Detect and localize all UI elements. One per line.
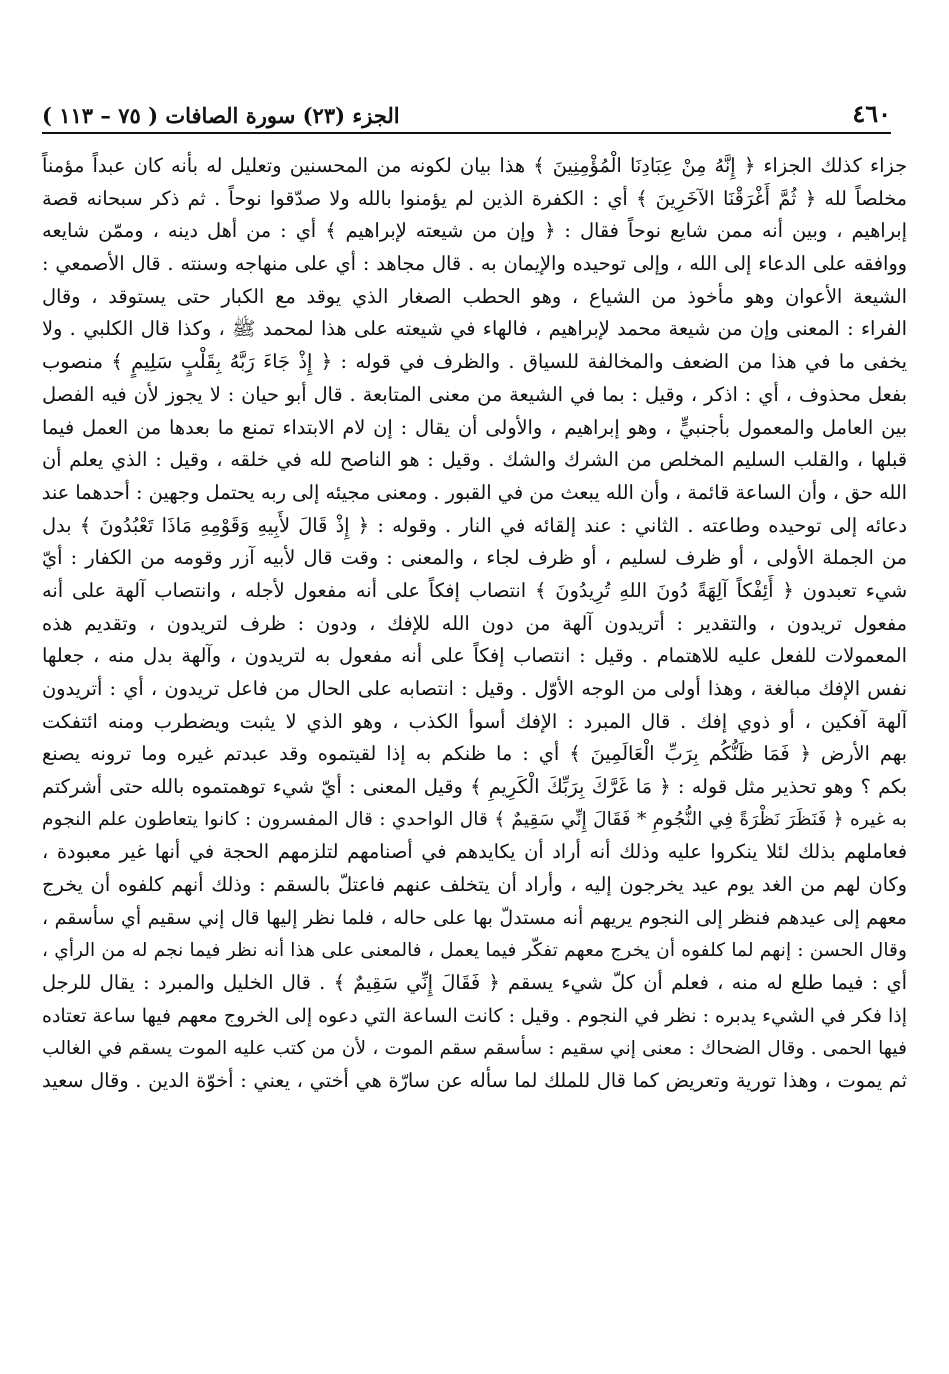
text-line: بكم ؟ وهو تحذير مثل قوله : ﴿ مَا غَرَّكَ بِرَبِّكَ الْكَرِيمِ ﴾ وقيل المعنى : أيّ شيء توهمتموه بالله حتى أشركتم xyxy=(42,775,907,799)
text-line: دعائه إلى توحيده وطاعته . الثاني : عند إلقائه في النار . وقوله : ﴿ إِذْ قَالَ لأَبِيهِ وَقَوْمِهِ مَاذَا تَعْبُدُونَ ﴾ بدل xyxy=(42,513,907,537)
text-line: وقال الحسن : إنهم لما كلفوه أن يخرج معهم تفكّر فيما يعمل ، فالمعنى على هذا أنه نظر فيما نجم له من الرأي ، xyxy=(42,939,907,961)
text-line: مخلصاً لله ﴿ ثُمَّ أَغْرَقْنَا الآخَرِينَ ﴾ أي : الكفرة الذين لم يؤمنوا بالله ولا صدّقوا نوحاً . ثم ذكر سبحانه قصة xyxy=(42,186,907,210)
text-line: إذا فكر في الشيء يدبره : نظر في النجوم . وقيل : كانت الساعة التي دعوه إلى الخروج معهم فيها ساعة تعتاده xyxy=(42,1004,907,1027)
text-line: الفراء : المعنى وإن من شيعة محمد لإبراهيم ، فالهاء في شيعته على هذا لمحمد ﷺ ، وكذا قال الكلبي . ولا xyxy=(42,317,907,341)
text-line: الله حق ، وأن الساعة قائمة ، وأن الله يبعث من في القبور . ومعنى مجيئه إلى ربه يحتمل وجهين : أحدهما عند xyxy=(42,480,907,504)
text-line: مفعول تريدون ، والتقدير : أتريدون آلهة من دون الله للإفك ، ودون : ظرف لتريدون ، وتقديم هذه xyxy=(42,611,907,635)
text-line: وكان لهم من الغد يوم عيد يخرجون إليه ، وأراد أن يتخلف عنهم فاعتلّ بالسقم : وذلك أنهم كلفوه أن يخرج xyxy=(42,873,907,897)
text-line: ثم يموت ، وهذا تورية وتعريض كما قال للملك لما سأله عن سارّة هي أختي ، يعني : أخوّة الدين . وقال سعيد xyxy=(42,1069,907,1093)
running-head: الجزء (٢٣) سورة الصافات ( ٧٥ – ١١٣ ) xyxy=(42,103,400,128)
body-text xyxy=(42,150,907,1264)
text-line: شيء تعبدون ﴿ أَئِفْكاً آلِهَةً دُونَ اللهِ تُرِيدُونَ ﴾ انتصاب إفكاً على أنه مفعول لأجله ، وانتصاب آلهة على أنه xyxy=(42,578,907,602)
text-line: معهم إلى عيدهم فنظر إلى النجوم يريهم أنه مستدلّ بها على حاله ، فلما نظر إليها قال إني سقيم أي سأسقم ، xyxy=(42,906,907,929)
text-line: قبلها ، والقلب السليم المخلص من الشرك والشك . وقيل : هو الناصح لله في خلقه ، وقيل : الذي يعلم أن xyxy=(42,448,907,472)
text-line: جزاء كذلك الجزاء ﴿ إِنَّهُ مِنْ عِبَادِنَا الْمُؤْمِنِينَ ﴾ هذا بيان لكونه من المحسنين وتعليل له بأنه كان عبداً مؤمناً xyxy=(42,154,907,177)
text-line: بفعل محذوف ، أي : اذكر ، وقيل : بما في الشيعة من معنى المتابعة . قال أبو حيان : لا يجوز لأن فيه الفصل xyxy=(42,382,907,406)
text-line: من الجملة الأولى ، أو ظرف لسليم ، أو ظرف لجاء ، والمعنى : وقت قال لأبيه آزر وقومه من الكفار : أيّ xyxy=(42,546,907,570)
page-number: ٤٦٠ xyxy=(852,99,891,128)
text-line: به غيره ﴿ فَنَظَرَ نَظْرَةً فِي النُّجُومِ * فَقَالَ إِنِّي سَقِيمٌ ﴾ قال الواحدي : قال المفسرون : كانوا يتعاطون علم النجوم xyxy=(42,808,907,830)
page-header xyxy=(42,99,891,134)
text-line: بين العامل والمعمول بأجنبيٍّ ، وهو إبراهيم ، والأولى أن يقال : إن لام الابتداء تمنع ما بعدها من العمل فيما xyxy=(42,415,907,439)
text-line: المعمولات للفعل عليه للاهتمام . وقيل : انتصاب إفكاً على أنه مفعول به لتريدون ، وآلهة بدل منه ، جعلها xyxy=(42,644,907,668)
text-line: يخفى ما في هذا من الضعف والمخالفة للسياق . والظرف في قوله : ﴿ إِذْ جَاءَ رَبَّهُ بِقَلْبٍ سَلِيمٍ ﴾ منصوب xyxy=(42,350,907,374)
text-line: فعاملهم بذلك لئلا ينكروا عليه وذلك أنه أراد أن يكايدهم في أصنامهم لتلزمهم الحجة في أنها غير معبودة ، xyxy=(42,840,907,864)
text-line: الشيعة الأعوان وهو مأخوذ من الشياع ، وهو الحطب الصغار الذي يوقد مع الكبار حتى يستوقد ، وقال xyxy=(42,284,907,308)
text-line: ووافقه على الدعاء إلى الله ، وإلى توحيده والإيمان به . قال مجاهد : أي على منهاجه وسنته . قال الأصمعي : xyxy=(42,252,907,276)
text-line: فيها الحمى . وقال الضحاك : معنى إني سقيم : سأسقم سقم الموت ، لأن من كتب عليه الموت يسقم في الغالب xyxy=(42,1037,907,1059)
text-line: بهم الأرض ﴿ فَمَا ظَنُّكُم بِرَبِّ الْعَالَمِينَ ﴾ أي : ما ظنكم به إذا لقيتموه وقد عبدتم غيره وما ترونه يصنع xyxy=(42,742,907,766)
text-line: آلهة آفكين ، أو ذوي إفك . قال المبرد : الإفك أسوأ الكذب ، وهو الذي لا يثبت ويضطرب ومنه ائتفكت xyxy=(42,709,907,733)
text-line: أي : فيما طلع له منه ، فعلم أن كلّ شيء يسقم ﴿ فَقَالَ إِنِّي سَقِيمٌ ﴾ . قال الخليل والمبرد : يقال للرجل xyxy=(42,971,907,995)
text-line: إبراهيم ، وبين أنه ممن شايع نوحاً فقال : ﴿ وإن من شيعته لإبراهيم ﴾ أي : من أهل دينه ، وممّن شايعه xyxy=(42,219,907,243)
text-line: نفس الإفك مبالغة ، وهذا أولى من الوجه الأوّل . وقيل : انتصابه على الحال من فاعل تريدون ، أي : أتريدون xyxy=(42,677,907,700)
